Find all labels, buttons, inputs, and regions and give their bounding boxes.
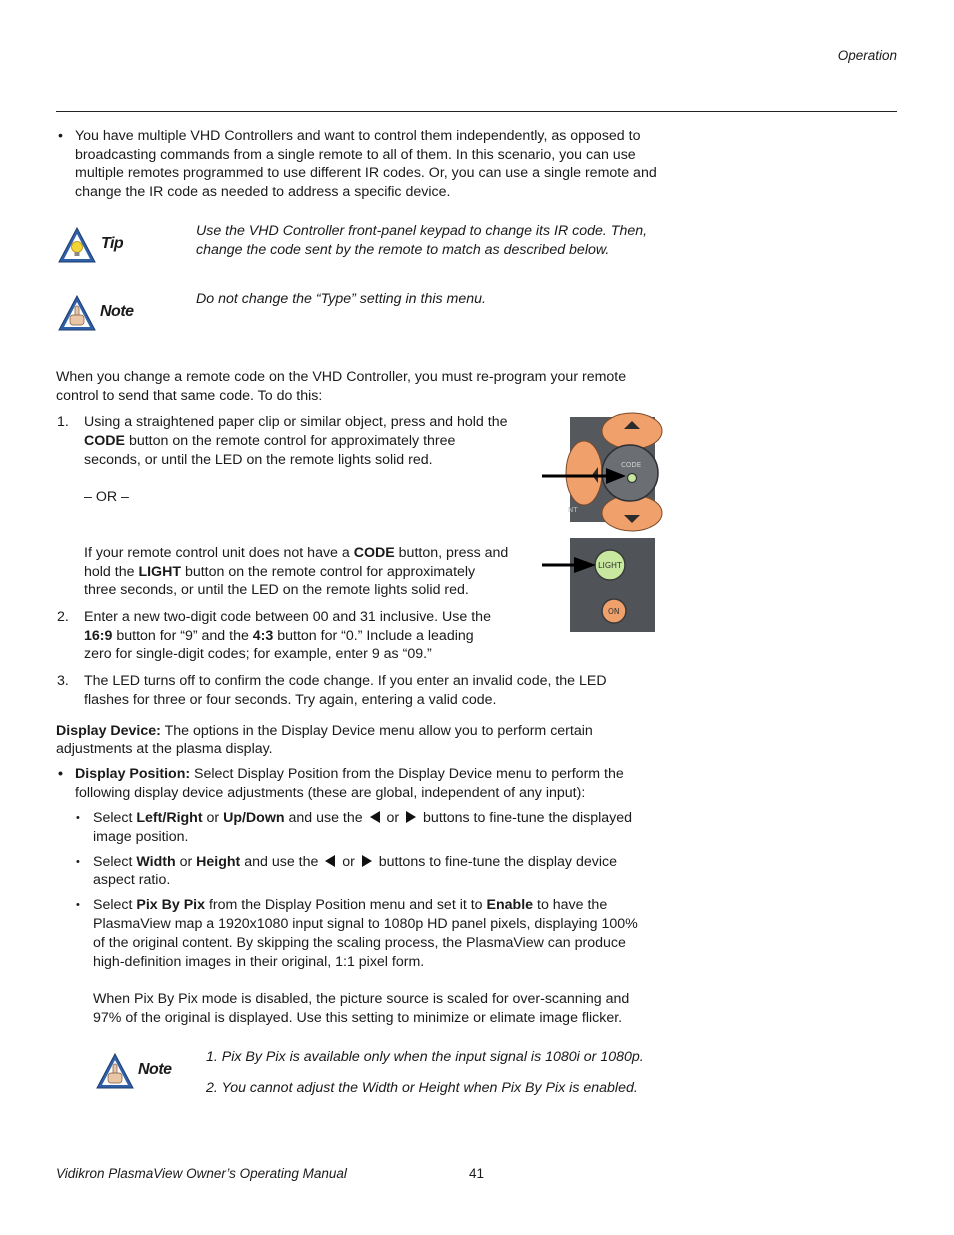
note-item-1: 1. Pix By Pix is available only when the input signal is 1080i or 1080p. xyxy=(206,1049,644,1065)
sub3-mid: from the Display Position menu and set it to xyxy=(205,897,487,913)
partial-label: NT xyxy=(568,506,578,514)
display-position-line-1 xyxy=(75,765,624,784)
tip-label: Tip xyxy=(101,235,124,252)
left-right-keyword: Left/Right xyxy=(136,810,203,826)
sub1-or-1: or xyxy=(202,810,224,826)
step-1-line-1: Using a straightened paper clip or similar object, press and hold the xyxy=(84,414,508,430)
sub-bullet-dot: • xyxy=(76,856,80,868)
display-device-heading: Display Device: xyxy=(56,723,161,739)
enable-keyword: Enable xyxy=(486,897,534,913)
step-2-number: 2. xyxy=(57,609,69,625)
right-arrow-icon xyxy=(540,556,596,574)
display-device-line-2: adjustments at the plasma display. xyxy=(56,741,273,757)
sub3-pre: Select xyxy=(93,897,137,913)
pointing-hand-note-icon xyxy=(95,1052,135,1090)
sub2-post: buttons to fine-tune the display device xyxy=(374,854,617,870)
reprogram-intro-line-2: control to send that same code. To do this: xyxy=(56,388,323,404)
sub2-pre: Select xyxy=(93,854,137,870)
display-device-line-1-text: The options in the Display Device menu allow you to perform certain xyxy=(160,723,593,739)
sub-bullet-2-line-2: aspect ratio. xyxy=(93,872,171,888)
tip-line-1: Use the VHD Controller front-panel keypad to change its IR code. Then, xyxy=(196,223,648,239)
arrow-to-light-button xyxy=(540,556,596,580)
intro-bullet-text: You have multiple VHD Controllers and want to control them independently, as opposed to broadcasting commands from a single remote to all of them. In this scenario, you can use multiple remotes programmed to use different IR codes. Or, you can use a single remote and change the IR code as needed to address a specific device. xyxy=(75,128,657,200)
sub-bullet-1-line-2: image position. xyxy=(93,829,189,845)
step-1-line-3: seconds, or until the LED on the remote lights solid red. xyxy=(84,452,433,468)
code-keyword: CODE xyxy=(84,433,125,449)
width-keyword: Width xyxy=(136,854,176,870)
step-2-line-1: Enter a new two-digit code between 00 and 31 inclusive. Use the xyxy=(84,609,491,625)
display-position-heading: Display Position: xyxy=(75,766,191,782)
step-1-alt-line-1 xyxy=(84,544,508,563)
step-3-line-2: flashes for three or four seconds. Try again, entering a valid code. xyxy=(84,692,497,708)
step-3-line-1: The LED turns off to confirm the code change. If you enter an invalid code, the LED xyxy=(84,673,607,689)
page-number: 41 xyxy=(469,1166,485,1181)
sub1-mid: and use the xyxy=(284,810,367,826)
light-keyword: LIGHT xyxy=(138,564,181,580)
sub2-mid: and use the xyxy=(240,854,323,870)
sub1-post: buttons to fine-tune the displayed xyxy=(419,810,633,826)
or-separator: – OR – xyxy=(84,489,129,505)
up-down-keyword: Up/Down xyxy=(223,810,285,826)
left-arrow-icon xyxy=(370,811,380,823)
tip-callout-icon xyxy=(57,226,97,270)
alt-line-1-pre: If your remote control unit does not have a xyxy=(84,545,354,561)
header-rule xyxy=(56,111,897,112)
sub-bullet-3-extra-2: 97% of the original is displayed. Use this setting to minimize or elimate image flicker. xyxy=(93,1010,623,1026)
reprogram-intro-line-1: When you change a remote code on the VHD Controller, you must re-program your remote xyxy=(56,369,627,385)
step-3-number: 3. xyxy=(57,673,69,689)
remote-light-button-photo xyxy=(570,538,655,632)
step-2-line-2 xyxy=(84,627,474,646)
sub-bullet-3-line-2: PlasmaView map a 1920x1080 input signal to 1080p HD panel pixels, displaying 100% xyxy=(93,916,638,932)
pix-by-pix-keyword: Pix By Pix xyxy=(136,897,205,913)
remote-light-image xyxy=(570,538,655,632)
sub-bullet-3-extra-1: When Pix By Pix mode is disabled, the picture source is scaled for over-scanning and xyxy=(93,991,630,1007)
sub-bullet-3-line-3: of the original content. By skipping the scaling process, the PlasmaView can produce xyxy=(93,935,626,951)
step-2-mid-2: button for “0.” Include a leading xyxy=(273,628,474,644)
height-keyword: Height xyxy=(196,854,241,870)
sub2-or-2: or xyxy=(338,854,359,870)
step-2-line-3: zero for single-digit codes; for example, enter 9 as “09.” xyxy=(84,646,432,662)
bullet-dot: • xyxy=(58,128,63,144)
alt-line-1-post: button, press and xyxy=(394,545,509,561)
on-label: ON xyxy=(608,607,620,616)
note-callout-icon xyxy=(95,1052,135,1096)
alt-line-2-post: button on the remote control for approximately xyxy=(181,564,476,580)
step-2-mid-1: button for “9” and the xyxy=(112,628,253,644)
display-position-line-1-text: Select Display Position from the Display Device menu to perform the xyxy=(190,766,624,782)
pointing-hand-note-icon xyxy=(57,294,97,332)
sub-bullet-3-line-4: high-definition images in their original, 1:1 pixel form. xyxy=(93,954,425,970)
sub-bullet-3-line-1 xyxy=(93,896,607,915)
right-arrow-icon xyxy=(362,855,372,867)
sub2-or-1: or xyxy=(175,854,197,870)
sub-bullet-dot: • xyxy=(76,899,80,911)
note-label: Note xyxy=(100,303,134,320)
step-1-number: 1. xyxy=(57,414,69,430)
alt-line-2-pre: hold the xyxy=(84,564,139,580)
key-43: 4:3 xyxy=(252,628,274,644)
footer-title: Vidikron PlasmaView Owner’s Operating Manual xyxy=(56,1166,347,1181)
note-text: Do not change the “Type” setting in this menu. xyxy=(196,291,486,307)
sub1-pre: Select xyxy=(93,810,137,826)
sub-bullet-1-line-1 xyxy=(93,809,632,828)
right-arrow-icon xyxy=(540,467,628,485)
key-169: 16:9 xyxy=(84,628,113,644)
code-keyword: CODE xyxy=(353,545,395,561)
step-1-alt-line-3: three seconds, or until the LED on the remote lights solid red. xyxy=(84,582,469,598)
light-label: LIGHT xyxy=(598,561,622,570)
right-arrow-icon xyxy=(406,811,416,823)
sub-bullet-dot: • xyxy=(76,812,80,824)
step-1-line-2-text: button on the remote control for approximately three xyxy=(125,433,456,449)
code-label: CODE xyxy=(621,461,642,469)
tip-line-2: change the code sent by the remote to match as described below. xyxy=(196,242,610,258)
left-arrow-icon xyxy=(325,855,335,867)
display-position-line-2: following display device adjustments (these are global, independent of any input): xyxy=(75,785,586,801)
note-label: Note xyxy=(138,1061,172,1078)
sub3-post: to have the xyxy=(533,897,608,913)
note-item-2: 2. You cannot adjust the Width or Height when Pix By Pix is enabled. xyxy=(206,1080,638,1096)
step-1-line-2 xyxy=(84,432,455,451)
sub-bullet-2-line-1 xyxy=(93,853,617,872)
step-1-alt-line-2 xyxy=(84,563,475,582)
arrow-to-code-button xyxy=(540,467,628,491)
running-header: Operation xyxy=(837,48,897,63)
bullet-dot: • xyxy=(58,766,63,782)
sub1-or-2: or xyxy=(382,810,404,826)
note-callout-icon xyxy=(57,294,97,338)
lightbulb-warning-icon xyxy=(57,226,97,264)
display-device-line-1 xyxy=(56,722,593,741)
